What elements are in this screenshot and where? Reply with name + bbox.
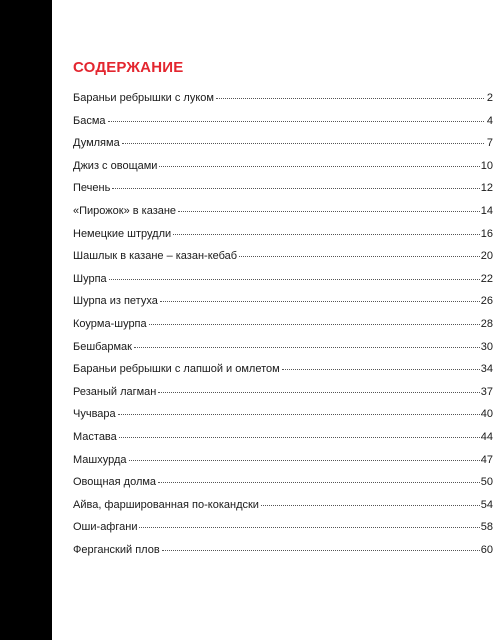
toc-entry[interactable] — [73, 115, 493, 138]
toc-entry-title: Бараньи ребрышки с лапшой и омлетом — [73, 363, 280, 376]
toc-entry[interactable] — [73, 408, 493, 431]
toc-entry-page-number: 16 — [480, 227, 493, 240]
dot-leader — [129, 459, 480, 461]
toc-entry-title: Машхурда — [73, 453, 127, 466]
toc-entry-title: Шурпа из петуха — [73, 295, 158, 308]
dot-leader — [122, 142, 484, 144]
toc-entry-page-number: 37 — [480, 385, 493, 398]
toc-entry-title: Айва, фаршированная по-кокандски — [73, 498, 259, 511]
dot-leader — [216, 97, 484, 99]
dot-leader — [112, 187, 479, 189]
dot-leader — [119, 436, 480, 438]
dot-leader — [158, 481, 480, 483]
toc-entry-page-number: 50 — [480, 476, 493, 489]
toc-entry-page-number: 7 — [486, 137, 493, 150]
toc-entry-page-number: 10 — [480, 159, 493, 172]
toc-entry-title: Чучвара — [73, 408, 116, 421]
toc-entry-title: Коурма-шурпа — [73, 317, 147, 330]
toc-entry[interactable] — [73, 318, 493, 341]
toc-entry-page-number: 54 — [480, 498, 493, 511]
toc-entry[interactable] — [73, 92, 493, 115]
dot-leader — [139, 526, 479, 528]
toc-entry-title: Шашлык в казане – казан-кебаб — [73, 250, 238, 263]
toc-entry-page-number: 4 — [486, 114, 493, 127]
toc-entry-page-number: 30 — [480, 340, 493, 353]
toc-entry-page-number: 2 — [486, 92, 493, 104]
toc-entry[interactable] — [73, 228, 493, 251]
toc-entry[interactable] — [73, 205, 493, 228]
toc-entry[interactable] — [73, 544, 493, 567]
toc-entry-title: Оши-афгани — [73, 521, 138, 534]
page-title: СОДЕРЖАНИЕ — [73, 59, 184, 76]
toc-entry[interactable] — [73, 273, 493, 296]
dot-leader — [173, 233, 480, 235]
dot-leader — [159, 165, 479, 167]
toc-entry-title: Бараньи ребрышки с луком — [73, 92, 214, 104]
toc-entry-title: Думляма — [73, 137, 120, 150]
toc-entry[interactable] — [73, 476, 493, 499]
dot-leader — [109, 278, 480, 280]
toc-entry[interactable] — [73, 521, 493, 544]
toc-entry-title: Овощная долма — [73, 476, 157, 489]
toc-entry[interactable] — [73, 160, 493, 183]
toc-entry-title: Бешбармак — [73, 340, 132, 353]
toc-entry-title: Шурпа — [73, 272, 107, 285]
toc-entry-page-number: 60 — [480, 543, 493, 556]
toc-entry[interactable] — [73, 341, 493, 364]
toc-entry-page-number: 26 — [480, 295, 493, 308]
dot-leader — [149, 323, 480, 325]
toc-entry[interactable] — [73, 182, 493, 205]
toc-entry[interactable] — [73, 431, 493, 454]
toc-entry-page-number: 58 — [480, 521, 493, 534]
toc-entry-title: Мастава — [73, 430, 117, 443]
toc-entry-page-number: 22 — [480, 272, 493, 285]
toc-entry-page-number: 44 — [480, 430, 493, 443]
toc-entry-page-number: 20 — [480, 250, 493, 263]
toc-entry-page-number: 34 — [480, 363, 493, 376]
book-spine — [0, 0, 52, 640]
toc-entry[interactable] — [73, 454, 493, 477]
dot-leader — [160, 300, 480, 302]
toc-entry[interactable] — [73, 499, 493, 522]
dot-leader — [178, 210, 480, 212]
dot-leader — [261, 504, 480, 506]
dot-leader — [134, 346, 480, 348]
contents-page — [52, 0, 500, 640]
dot-leader — [108, 120, 484, 122]
toc-entry[interactable] — [73, 363, 493, 386]
toc-entry-title: Резаный лагман — [73, 385, 157, 398]
toc-entry[interactable] — [73, 386, 493, 409]
toc-entry-page-number: 28 — [480, 317, 493, 330]
toc-entry-page-number: 40 — [480, 408, 493, 421]
toc-entry[interactable] — [73, 295, 493, 318]
toc-entry-title: Басма — [73, 114, 106, 127]
toc-entry-title: Немецкие штрудли — [73, 227, 172, 240]
dot-leader — [162, 549, 480, 551]
dot-leader — [118, 413, 480, 415]
toc-entry-page-number: 14 — [480, 204, 493, 217]
toc-entry[interactable] — [73, 250, 493, 273]
toc-entry[interactable] — [73, 137, 493, 160]
dot-leader — [282, 368, 480, 370]
toc-entry-page-number: 12 — [480, 182, 493, 195]
dot-leader — [158, 391, 479, 393]
toc-entry-title: Печень — [73, 182, 111, 195]
table-of-contents — [73, 92, 493, 566]
dot-leader — [239, 255, 480, 257]
toc-entry-title: «Пирожок» в казане — [73, 204, 177, 217]
toc-entry-title: Ферганский плов — [73, 543, 160, 556]
toc-entry-title: Джиз с овощами — [73, 159, 158, 172]
toc-entry-page-number: 47 — [480, 453, 493, 466]
